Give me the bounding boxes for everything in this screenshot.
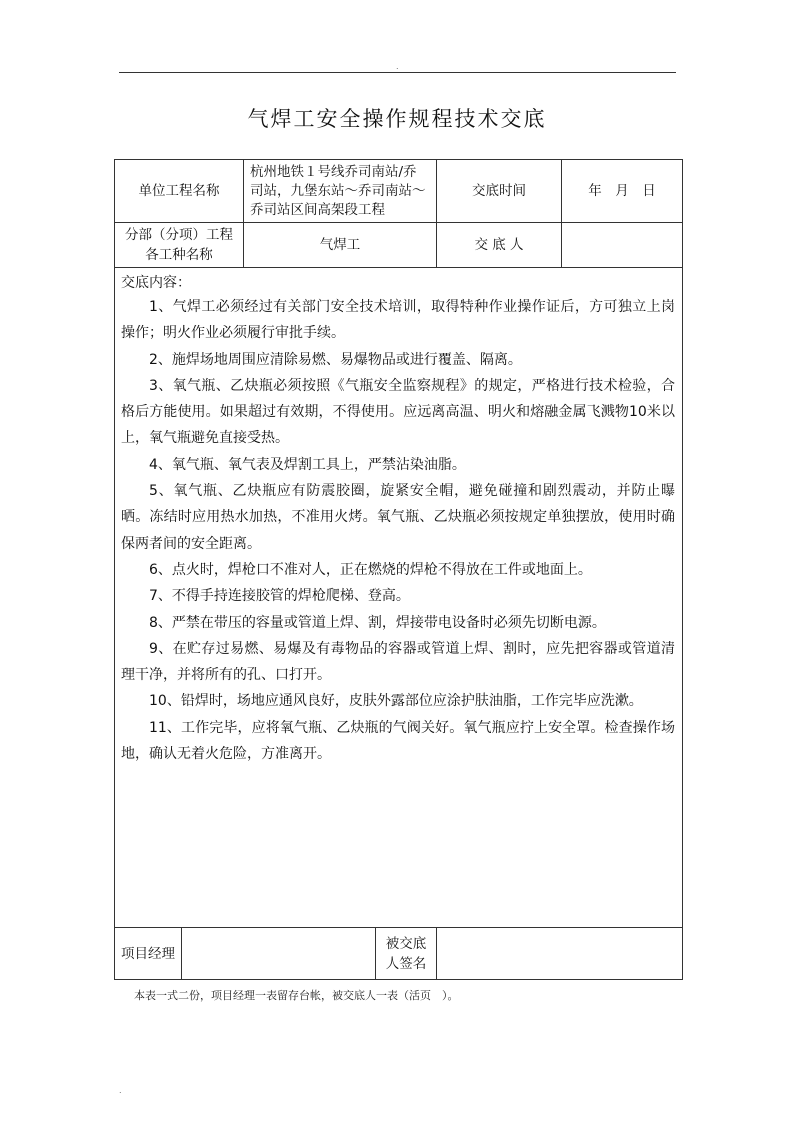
content-item-5: 5、氧气瓶、乙炔瓶应有防震胶圈，旋紧安全帽，避免碰撞和剧烈震动，并防止曝晒。冻结时应用热水加热，不准用火烤。氧气瓶、乙炔瓶必须按规定单独摆放，使用时确保两者间的安全距离。 [121, 483, 675, 552]
trade-name-label: 分部（分项）工程各工种名称 [115, 223, 244, 268]
header-mark: . [396, 62, 399, 71]
trade-name-value: 气焊工 [244, 223, 437, 268]
unit-project-label: 单位工程名称 [115, 160, 244, 223]
table-row-signatures [115, 928, 683, 980]
unit-project-value: 杭州地铁１号线乔司南站/乔司站，九堡东站～乔司南站～乔司站区间高架段工程 [244, 160, 437, 223]
content-item-2: 2、施焊场地周围应清除易燃、易爆物品或进行覆盖、隔离。 [149, 351, 522, 368]
content-item-3: 3、氧气瓶、乙炔瓶必须按照《气瓶安全监察规程》的规定，严格进行技术检验，合格后方能使用。如果超过有效期，不得使用。应远离高温、明火和熔融金属飞溅物10米以上，氧气瓶避免直接受热。 [121, 377, 675, 447]
content-item-6: 6、点火时，焊枪口不准对人，正在燃烧的焊枪不得放在工件或地面上。 [149, 561, 592, 578]
disclosure-time-label: 交底时间 [437, 160, 562, 223]
content-item-4: 4、氧气瓶、氧气表及焊割工具上，严禁沾染油脂。 [149, 456, 466, 473]
receiver-signature-label: 被交底人签名 [376, 928, 437, 980]
content-item-9: 9、在贮存过易燃、易爆及有毒物品的容器或管道上焊、割时，应先把容器或管道清理干净，并将所有的孔、口打开。 [121, 640, 675, 684]
receiver-signature [437, 928, 683, 980]
project-manager-signature [182, 928, 376, 980]
content-label: 交底内容： [121, 275, 191, 291]
discloser-label: 交 底 人 [437, 223, 562, 268]
footer-mark: . [119, 1086, 122, 1095]
document-title: 气焊工安全操作规程技术交底 [247, 107, 547, 131]
disclosure-content [115, 268, 683, 928]
content-item-10: 10、铅焊时，场地应通风良好，皮肤外露部位应涂护肤油脂，工作完毕应洗漱。 [149, 693, 643, 710]
header-rule [119, 72, 676, 73]
table-row-trade [115, 223, 683, 268]
table-row-project [115, 160, 683, 223]
disclosure-table [114, 159, 683, 980]
content-item-8: 8、严禁在带压的容量或管道上焊、割，焊接带电设备时必须先切断电源。 [149, 614, 606, 631]
content-item-7: 7、不得手持连接胶管的焊枪爬梯、登高。 [149, 588, 410, 605]
table-row-content [115, 268, 683, 928]
content-item-1: 1、气焊工必须经过有关部门安全技术培训，取得特种作业操作证后，方可独立上岗操作；明火作业必须履行审批手续。 [121, 299, 675, 342]
disclosure-time-value: 年 月 日 [562, 160, 683, 223]
footnote: 本表一式二份，项目经理一表留存台帐，被交底人一表（活页 ）。 [134, 989, 459, 1002]
discloser-value [562, 223, 683, 268]
project-manager-label: 项目经理 [115, 928, 182, 980]
content-item-11: 11、工作完毕，应将氧气瓶、乙炔瓶的气阀关好。氧气瓶应拧上安全罩。检查操作场地，确认无着火危险，方准离开。 [121, 719, 675, 763]
